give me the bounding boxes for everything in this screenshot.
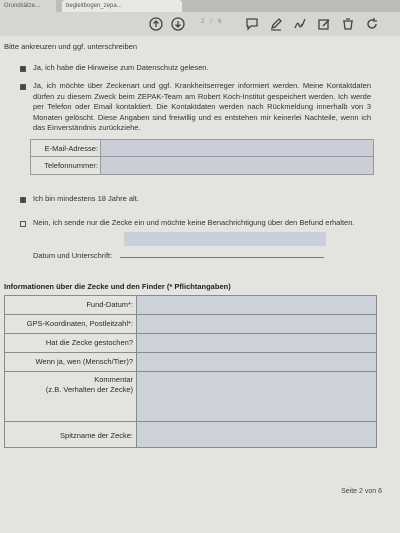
signature-field[interactable]	[124, 232, 326, 246]
item-volljaehrig: Ich bin mindestens 18 Jahre alt.	[33, 194, 139, 203]
trash-icon[interactable]	[340, 16, 356, 32]
wen-field[interactable]	[137, 353, 376, 371]
table-row	[5, 422, 376, 447]
gps-label: GPS-Koordinaten, Postleitzahl*:	[5, 315, 137, 333]
page-current: 2	[201, 19, 205, 25]
page-down-icon[interactable]	[170, 16, 186, 32]
document-page	[0, 36, 400, 533]
wen-label: Wenn ja, wen (Mensch/Tier)?	[5, 353, 137, 371]
page-up-icon[interactable]	[148, 16, 164, 32]
item-keine-benachrichtigung: Nein, ich sende nur die Zecke ein und möchte keine Benachrichtigung über den Befund erhalten.	[33, 218, 355, 227]
finder-table	[4, 295, 377, 448]
checkbox-volljaehrig[interactable]	[20, 197, 26, 203]
gestochen-label: Hat die Zecke gestochen?	[5, 334, 137, 352]
table-row	[5, 315, 376, 334]
table-row	[31, 140, 373, 157]
tab-begleitbogen[interactable]: begleitbogen_zepa...	[62, 0, 182, 12]
item-datenschutz: Ja, ich habe die Hinweise zum Datenschutz gelesen.	[33, 63, 209, 72]
checkbox-informiert[interactable]	[20, 84, 26, 90]
browser-tab-bar	[0, 0, 400, 12]
page-total: 6	[218, 19, 222, 25]
page-indicator	[198, 19, 224, 25]
pdf-toolbar	[0, 12, 400, 36]
table-row	[31, 157, 373, 174]
fund-datum-label: Fund-Datum*:	[5, 296, 137, 314]
page-separator: /	[210, 19, 213, 25]
kommentar-field[interactable]	[137, 372, 376, 421]
phone-field[interactable]	[101, 157, 373, 174]
phone-label: Telefonnummer:	[31, 157, 101, 174]
rotate-icon[interactable]	[364, 16, 380, 32]
highlighter-icon[interactable]	[268, 16, 284, 32]
tab-grundsaetze[interactable]: Grundsätze...	[0, 0, 56, 12]
instruction-text: Bitte ankreuzen und ggf. unterschreiben	[4, 42, 138, 51]
comment-icon[interactable]	[244, 16, 260, 32]
checkbox-datenschutz[interactable]	[20, 66, 26, 72]
gestochen-field[interactable]	[137, 334, 376, 352]
signature-label: Datum und Unterschrift:	[33, 251, 113, 260]
table-row	[5, 334, 376, 353]
edit-text-icon[interactable]	[316, 16, 332, 32]
table-row	[5, 296, 376, 315]
spitzname-field[interactable]	[137, 422, 376, 447]
fund-datum-field[interactable]	[137, 296, 376, 314]
kommentar-label: Kommentar (z.B. Verhalten der Zecke)	[5, 372, 137, 421]
table-row	[5, 353, 376, 372]
spitzname-label: Spitzname der Zecke:	[5, 422, 137, 447]
gps-field[interactable]	[137, 315, 376, 333]
section-heading: Informationen über die Zecke und den Finder (* Pflichtangaben)	[4, 282, 231, 291]
page-footer: Seite 2 von 6	[341, 488, 382, 495]
email-label: E-Mail-Adresse:	[31, 140, 101, 156]
signature-line	[120, 257, 324, 258]
checkbox-keine-benachrichtigung[interactable]	[20, 221, 26, 227]
table-row	[5, 372, 376, 422]
item-informiert: Ja, ich möchte über Zeckenart und ggf. Krankheitserreger informiert werden. Meine Kontaktdaten dürfen zu diesem Zweck beim ZEPAK-Team am Robert Koch-Institut gespeichert werden. Ich werde per Telefon oder Email kontaktiert. Die Kontaktdaten werden nach Rückmeldung innerhalb von 3 Monaten gelöscht. Diese Angaben sind freiwillig und es entstehen mir keinerlei Nachteile, wenn ich das Einverständnis zurückziehe.	[33, 81, 371, 132]
signature-icon[interactable]	[292, 16, 308, 32]
email-field[interactable]	[101, 140, 373, 156]
contact-table	[30, 139, 374, 175]
